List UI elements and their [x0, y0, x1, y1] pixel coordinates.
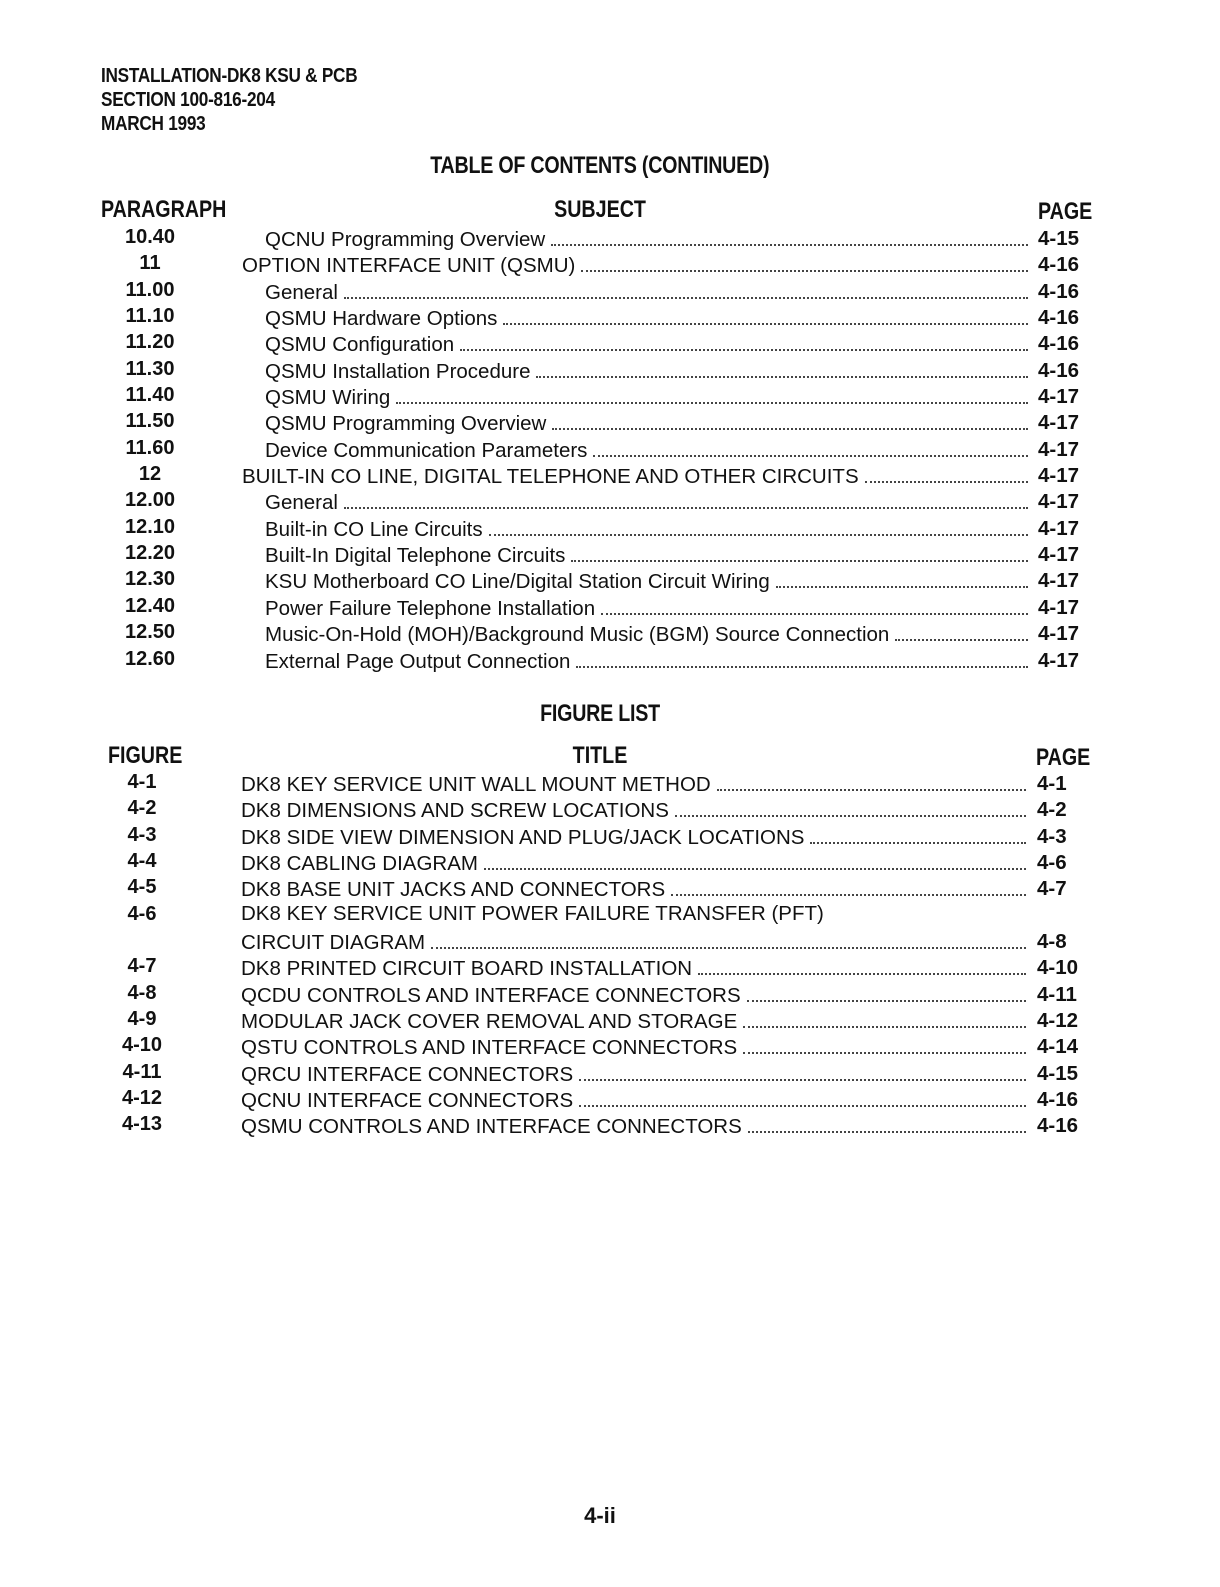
toc-entry-entry — [265, 224, 1028, 253]
toc-entry-number: 11.20 — [125, 331, 175, 354]
dot-leader — [747, 980, 1026, 1002]
toc-entry — [0, 540, 1220, 566]
toc-entry-number: 12.30 — [124, 568, 176, 591]
figure-entry-entry — [241, 795, 1026, 824]
toc-entry — [0, 487, 1220, 513]
toc-entry — [0, 277, 1220, 303]
figure-entry-number: 4-13 — [121, 1113, 163, 1136]
page-number: 4-ii — [584, 1503, 616, 1528]
figure-entry-title: DK8 KEY SERVICE UNIT POWER FAILURE TRANSFER (PFT) — [241, 901, 824, 925]
figure-entry-entry — [241, 1059, 1026, 1088]
toc-entry — [0, 461, 1220, 487]
toc-entry-entry — [265, 619, 1028, 648]
dot-leader — [717, 769, 1026, 791]
toc-entry-entry — [265, 303, 1028, 332]
figure-entry-title: DK8 PRINTED CIRCUIT BOARD INSTALLATION — [241, 957, 693, 981]
toc-entry-number: 12.00 — [124, 489, 176, 512]
figure-entry-title: DK8 SIDE VIEW DIMENSION AND PLUG/JACK LOCATIONS — [241, 825, 805, 849]
toc-entry-entry — [265, 646, 1028, 675]
figure-list-title: FIGURE LIST — [540, 700, 660, 727]
toc-entry-page: 4-17 — [1038, 648, 1080, 672]
toc-entry-page: 4-17 — [1038, 437, 1080, 461]
toc-entry-number: 12.20 — [124, 542, 176, 565]
toc-list — [0, 224, 1220, 672]
toc-entry-title: Device Communication Parameters — [265, 438, 588, 462]
dot-leader — [675, 795, 1026, 817]
figure-entry-title: QCDU CONTROLS AND INTERFACE CONNECTORS — [241, 983, 741, 1007]
dot-leader — [551, 224, 1028, 246]
dot-leader — [489, 514, 1028, 536]
toc-entry-entry — [265, 435, 1028, 464]
toc-entry-page: 4-16 — [1038, 253, 1080, 277]
toc-entry-number: 12.50 — [124, 621, 176, 644]
toc-entry-page: 4-16 — [1038, 332, 1080, 356]
col-subject-heading: SUBJECT — [554, 196, 646, 223]
toc-entry-entry — [265, 329, 1028, 358]
figure-entry-page: 4-15 — [1037, 1061, 1079, 1085]
toc-entry-title: BUILT-IN CO LINE, DIGITAL TELEPHONE AND OTHER CIRCUITS — [242, 465, 859, 489]
toc-entry — [0, 356, 1220, 382]
toc-entry — [0, 593, 1220, 619]
toc-entry-number: 11.30 — [125, 357, 175, 380]
toc-entry-number: 11.50 — [125, 410, 175, 433]
figure-entry — [0, 1059, 1220, 1085]
figure-entry-title: QSMU CONTROLS AND INTERFACE CONNECTORS — [241, 1115, 742, 1139]
toc-entry — [0, 250, 1220, 276]
col-page-heading: PAGE — [1038, 198, 1093, 225]
header-date: MARCH 1993 — [101, 113, 206, 135]
figure-entry — [0, 927, 1220, 953]
toc-entry-entry — [265, 277, 1028, 306]
figure-entry — [0, 795, 1220, 821]
toc-entry-entry — [265, 408, 1028, 437]
figure-entry — [0, 1006, 1220, 1032]
figure-entry-entry — [241, 1006, 1026, 1035]
figure-list — [0, 769, 1220, 1138]
figure-entry — [0, 980, 1220, 1006]
figure-entry-entry — [241, 1111, 1026, 1140]
figure-entry-entry — [241, 822, 1026, 851]
dot-leader — [552, 408, 1028, 430]
toc-entry-entry — [242, 461, 1028, 490]
figure-entry-entry — [241, 769, 1026, 798]
figure-entry-title: QSTU CONTROLS AND INTERFACE CONNECTORS — [241, 1036, 738, 1060]
toc-entry-number: 11.60 — [125, 436, 175, 459]
dot-leader — [344, 277, 1028, 299]
figure-entry-entry — [241, 901, 1026, 927]
toc-entry-page: 4-17 — [1038, 622, 1080, 646]
toc-entry-number: 11 — [139, 252, 161, 275]
toc-entry — [0, 303, 1220, 329]
toc-entry-page: 4-16 — [1038, 306, 1080, 330]
figure-entry-page: 4-10 — [1037, 956, 1079, 980]
toc-entry — [0, 329, 1220, 355]
toc-entry — [0, 566, 1220, 592]
figure-entry-page: 4-1 — [1037, 772, 1067, 795]
dot-leader — [536, 356, 1028, 378]
figure-entry-page: 4-7 — [1037, 877, 1067, 901]
figure-entry-page: 4-3 — [1037, 824, 1067, 848]
figure-entry-number: 4-5 — [127, 876, 157, 899]
toc-entry-page: 4-16 — [1038, 279, 1080, 303]
toc-entry-number: 12.10 — [124, 515, 176, 538]
figure-entry-number: 4-6 — [127, 902, 157, 925]
dot-leader — [865, 461, 1028, 483]
toc-entry-title: QSMU Configuration — [265, 333, 455, 357]
toc-entry — [0, 619, 1220, 645]
toc-entry-number: 10.40 — [124, 226, 176, 248]
figure-entry-entry — [241, 1085, 1026, 1114]
toc-entry-number: 12 — [138, 463, 162, 486]
figure-entry-number: 4-7 — [127, 955, 157, 978]
col-paragraph-heading: PARAGRAPH — [101, 196, 227, 223]
figure-entry-number: 4-8 — [127, 981, 157, 1004]
figure-entry-number: 4-10 — [121, 1034, 163, 1057]
dot-leader — [743, 1032, 1026, 1054]
toc-entry-page: 4-17 — [1038, 595, 1080, 619]
dot-leader — [743, 1006, 1026, 1028]
toc-entry-title: QCNU Programming Overview — [265, 228, 546, 251]
col-page-heading-figures: PAGE — [1036, 744, 1091, 771]
figure-entry-page: 4-16 — [1037, 1088, 1079, 1112]
toc-entry-title: General — [265, 280, 338, 304]
figure-entry-number: 4-1 — [127, 771, 157, 793]
toc-entry-entry — [265, 356, 1028, 385]
figure-entry-number: 4-2 — [127, 797, 157, 820]
document-header — [101, 64, 357, 136]
toc-entry-page: 4-17 — [1038, 464, 1080, 488]
figure-entry — [0, 769, 1220, 795]
figure-entry-title: DK8 CABLING DIAGRAM — [241, 852, 478, 876]
toc-entry-number: 11.40 — [125, 384, 175, 407]
dot-leader — [748, 1111, 1026, 1133]
toc-title: TABLE OF CONTENTS (CONTINUED) — [430, 152, 770, 179]
toc-entry-entry — [265, 514, 1028, 543]
toc-entry-number: 12.40 — [124, 594, 176, 617]
toc-entry-title: QSMU Programming Overview — [265, 412, 547, 436]
figure-entry-title: DK8 BASE UNIT JACKS AND CONNECTORS — [241, 878, 666, 902]
figure-entry-number: 4-4 — [127, 850, 157, 873]
figure-entry-title: DK8 DIMENSIONS AND SCREW LOCATIONS — [241, 799, 669, 823]
figure-entry-number: 4-12 — [121, 1087, 163, 1110]
figure-entry-title: MODULAR JACK COVER REMOVAL AND STORAGE — [241, 1010, 738, 1034]
col-title-heading: TITLE — [572, 742, 628, 769]
figure-entry-title: CIRCUIT DIAGRAM — [241, 931, 426, 955]
figure-entry-entry — [241, 1032, 1026, 1061]
toc-entry-title: Music-On-Hold (MOH)/Background Music (BGM) Source Connection — [265, 623, 890, 647]
figure-entry — [0, 1111, 1220, 1137]
figure-entry-number: 4-3 — [127, 823, 157, 846]
toc-entry-title: OPTION INTERFACE UNIT (QSMU) — [242, 254, 576, 278]
figure-entry-page: 4-16 — [1037, 1114, 1079, 1138]
toc-entry — [0, 224, 1220, 250]
figure-entry — [0, 901, 1220, 927]
toc-entry — [0, 514, 1220, 540]
toc-entry-page: 4-17 — [1038, 543, 1080, 567]
dot-leader — [484, 848, 1026, 870]
toc-entry-title: QSMU Wiring — [265, 386, 391, 410]
toc-entry — [0, 382, 1220, 408]
toc-entry-entry — [265, 566, 1028, 595]
toc-entry — [0, 435, 1220, 461]
dot-leader — [601, 593, 1028, 615]
dot-leader — [581, 250, 1028, 272]
figure-entry-title: DK8 KEY SERVICE UNIT WALL MOUNT METHOD — [241, 773, 711, 796]
toc-entry — [0, 646, 1220, 672]
toc-entry-entry — [265, 382, 1028, 411]
dot-leader — [671, 874, 1026, 896]
figure-entry-page: 4-2 — [1037, 798, 1067, 822]
figure-entry-page: 4-6 — [1037, 851, 1067, 875]
toc-entry-entry — [265, 540, 1028, 569]
dot-leader — [579, 1085, 1026, 1107]
toc-entry-title: General — [265, 491, 338, 515]
figure-entry — [0, 874, 1220, 900]
figure-entry-entry — [241, 980, 1026, 1009]
toc-entry-title: Built-In Digital Telephone Circuits — [265, 544, 566, 568]
toc-entry-entry — [242, 250, 1028, 279]
dot-leader — [344, 487, 1028, 509]
dot-leader — [396, 382, 1028, 404]
figure-entry-title: QCNU INTERFACE CONNECTORS — [241, 1089, 574, 1113]
dot-leader — [810, 822, 1026, 844]
dot-leader — [571, 540, 1028, 562]
dot-leader — [576, 646, 1028, 668]
figure-entry-page: 4-14 — [1037, 1035, 1079, 1059]
toc-entry-title: External Page Output Connection — [265, 649, 571, 673]
dot-leader — [579, 1059, 1026, 1081]
toc-entry-title: QSMU Installation Procedure — [265, 359, 531, 383]
toc-entry-number: 11.10 — [125, 305, 175, 328]
figure-entry-entry — [241, 848, 1026, 877]
toc-entry-number: 12.60 — [124, 647, 176, 670]
toc-entry-entry — [265, 487, 1028, 516]
figure-entry-page: 4-8 — [1037, 930, 1067, 954]
dot-leader — [593, 435, 1028, 457]
toc-entry-page: 4-15 — [1038, 227, 1080, 250]
toc-entry-title: Built-in CO Line Circuits — [265, 517, 483, 541]
figure-entry — [0, 848, 1220, 874]
toc-entry-page: 4-17 — [1038, 569, 1080, 593]
figure-entry-number: 4-9 — [127, 1008, 157, 1031]
figure-entry-entry — [241, 927, 1026, 956]
toc-entry-page: 4-17 — [1038, 385, 1080, 409]
figure-entry — [0, 1032, 1220, 1058]
dot-leader — [460, 329, 1028, 351]
toc-entry-page: 4-17 — [1038, 411, 1080, 435]
dot-leader — [431, 927, 1026, 949]
toc-entry-page: 4-17 — [1038, 516, 1080, 540]
header-title: INSTALLATION-DK8 KSU & PCB — [101, 65, 358, 87]
toc-entry-title: Power Failure Telephone Installation — [265, 596, 596, 620]
figure-entry — [0, 953, 1220, 979]
toc-entry-page: 4-16 — [1038, 358, 1080, 382]
toc-entry-title: KSU Motherboard CO Line/Digital Station Circuit Wiring — [265, 570, 770, 594]
toc-entry-number: 11.00 — [125, 278, 175, 301]
dot-leader — [698, 953, 1026, 975]
toc-entry — [0, 408, 1220, 434]
toc-entry-title: QSMU Hardware Options — [265, 307, 498, 331]
header-section: SECTION 100-816-204 — [101, 89, 275, 111]
toc-entry-entry — [265, 593, 1028, 622]
dot-leader — [895, 619, 1028, 641]
figure-entry-entry — [241, 874, 1026, 903]
dot-leader — [503, 303, 1028, 325]
figure-entry-entry — [241, 953, 1026, 982]
dot-leader — [776, 566, 1028, 588]
toc-entry-page: 4-17 — [1038, 490, 1080, 514]
figure-entry-number: 4-11 — [122, 1060, 162, 1083]
figure-entry-page: 4-12 — [1037, 1009, 1079, 1033]
figure-entry — [0, 822, 1220, 848]
figure-entry — [0, 1085, 1220, 1111]
figure-entry-page: 4-11 — [1037, 982, 1077, 1006]
col-figure-heading: FIGURE — [108, 742, 183, 769]
figure-entry-title: QRCU INTERFACE CONNECTORS — [241, 1062, 574, 1086]
